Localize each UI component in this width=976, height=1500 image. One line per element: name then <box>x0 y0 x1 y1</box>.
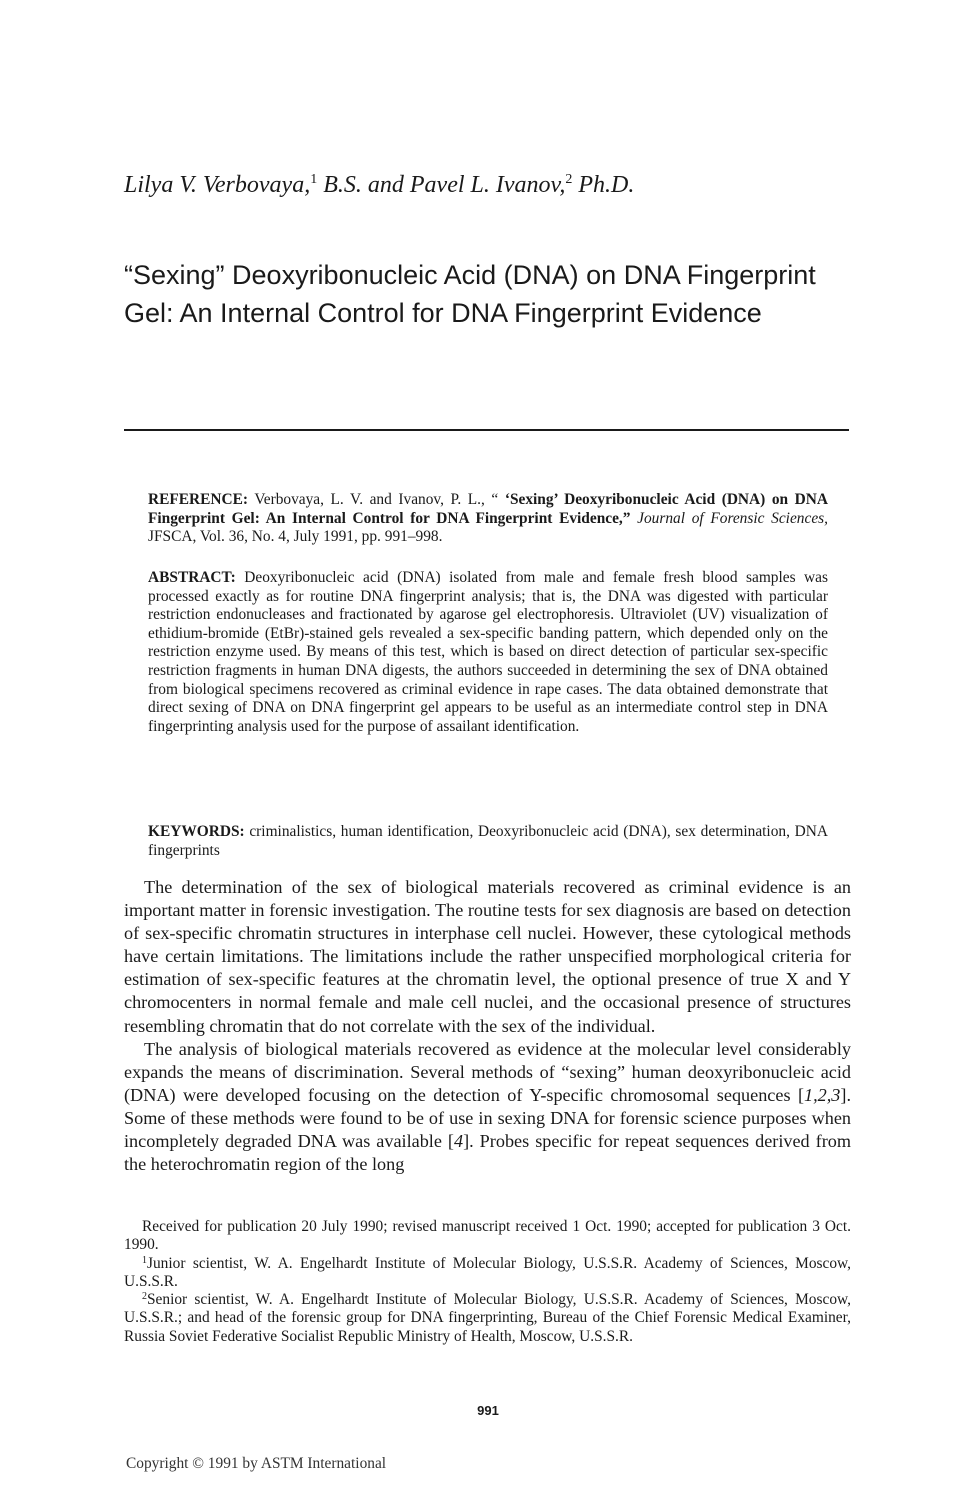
keywords-text: criminalistics, human identification, Deoxyribonucleic acid (DNA), sex determination, DNA fingerprints <box>148 823 832 859</box>
citation-4: 4 <box>453 1131 464 1152</box>
author-2-name: Pavel L. Ivanov, <box>409 172 566 198</box>
footnote-1-text: Junior scientist, W. A. Engelhardt Institute of Molecular Biology, U.S.S.R. Academy of Sciences, Moscow, U.S.S.R. <box>124 1254 851 1290</box>
abstract-label: ABSTRACT: <box>148 569 236 586</box>
author-2-footnote-mark: 2 <box>565 172 573 187</box>
footnote-2-mark: 2 <box>142 1291 147 1303</box>
title-divider <box>124 429 849 431</box>
citation-1-2-3: 1,2,3 <box>804 1084 841 1105</box>
body-paragraph-1: The determination of the sex of biological materials recovered as criminal evidence is an important matter in forensic investigation. The routine tests for sex diagnosis are based on detection of sex-specific chromatin structures in interphase cell nuclei. However, these cytological methods have certain limitations. The limitations include the rather unspecified morphological criteria for estimation of sex-specific features at the chromatin level, the optional presence of true X and Y chromocenters in normal female and male cell nuclei, and the occasional presence of structures resembling chromatin that do not correlate with the sex of the individual. <box>124 877 851 1036</box>
received-note: Received for publication 20 July 1990; revised manuscript received 1 Oct. 1990; accepted for publication 3 Oct. 1990. <box>124 1218 851 1254</box>
abstract-block <box>148 569 832 736</box>
body-paragraph-2-part-a: The analysis of biological materials recovered as evidence at the molecular level considerably expands the means of discrimination. Several methods of “sexing” human deoxyribonucleic acid (DNA) were developed focusing on the detection of Y-specific chromosomal sequences [ <box>124 1038 851 1105</box>
body-text <box>124 876 851 1176</box>
footnotes <box>124 1218 851 1346</box>
reference-label: REFERENCE: <box>148 491 249 508</box>
reference-details: JFSCA, Vol. 36, No. 4, July 1991, pp. 991–998. <box>148 509 832 546</box>
author-1-footnote-mark: 1 <box>310 172 318 187</box>
keywords-label: KEYWORDS: <box>148 823 245 840</box>
abstract-text: Deoxyribonucleic acid (DNA) isolated from male and female fresh blood samples was processed exactly as for routine DNA fingerprint analysis; that is, the DNA was digested with particular restriction endonucleases and fractionated by agarose gel electrophoresis. Ultraviolet (UV) visualization of ethidium-bromide (EtBr)-stained gels revealed a sex-specific banding pattern, which depended only on the restriction enzyme used. By means of this test, which is based on direct detection of particular sex-specific restriction fragments in human DNA digests, the authors succeeded in determining the sex of DNA obtained from biological specimens recovered as criminal evidence in rape cases. The data obtained demonstrate that direct sexing of DNA on DNA fingerprint gel appears to be useful as an intermediate control step in DNA fingerprinting analysis used for the purpose of assailant identification. <box>148 569 832 735</box>
footnote-1-mark: 1 <box>142 1254 147 1266</box>
author-1-name: Lilya V. Verbovaya, <box>124 172 311 198</box>
author-line <box>124 170 864 200</box>
footnote-1 <box>124 1255 851 1292</box>
author-2-degree: Ph.D. <box>572 172 635 198</box>
body-paragraph-2-part-c: ]. Probes specific for repeat sequences derived from the heterochromatin region of the long <box>124 1131 851 1175</box>
footnote-2 <box>124 1291 851 1346</box>
copyright-notice: Copyright © 1991 by ASTM International <box>126 1455 387 1472</box>
body-paragraph-2 <box>124 1038 851 1177</box>
keywords-block <box>148 823 832 860</box>
reference-block <box>148 491 832 547</box>
footnote-2-text: Senior scientist, W. A. Engelhardt Institute of Molecular Biology, U.S.S.R. Academy of Sciences, Moscow, U.S.S.R.; and head of the forensic group for DNA fingerprinting, Bureau of the Chief Forensic Medical Examiner, Russia Soviet Federative Socialist Republic Ministry of Health, Moscow, U.S.S.R. <box>124 1291 851 1345</box>
reference-authors: Verbovaya, L. V. and Ivanov, P. L., “ <box>248 491 505 508</box>
body-paragraph-2-part-b: ]. Some of these methods were found to be of use in sexing DNA for forensic science purposes when incompletely degraded DNA was available [ <box>124 1084 851 1152</box>
author-1-degree: B.S. and <box>317 172 410 198</box>
reference-journal: Journal of Forensic Sciences, <box>630 509 828 527</box>
article-title: “Sexing” Deoxyribonucleic Acid (DNA) on DNA Fingerprint Gel: An Internal Control for DNA Fingerprint Evidence <box>124 260 816 328</box>
reference-cited-title: ‘Sexing’ Deoxyribonucleic Acid (DNA) on DNA Fingerprint Gel: An Internal Control for DNA Fingerprint Evidence,” <box>148 491 828 527</box>
page-number: 991 <box>477 1403 499 1418</box>
